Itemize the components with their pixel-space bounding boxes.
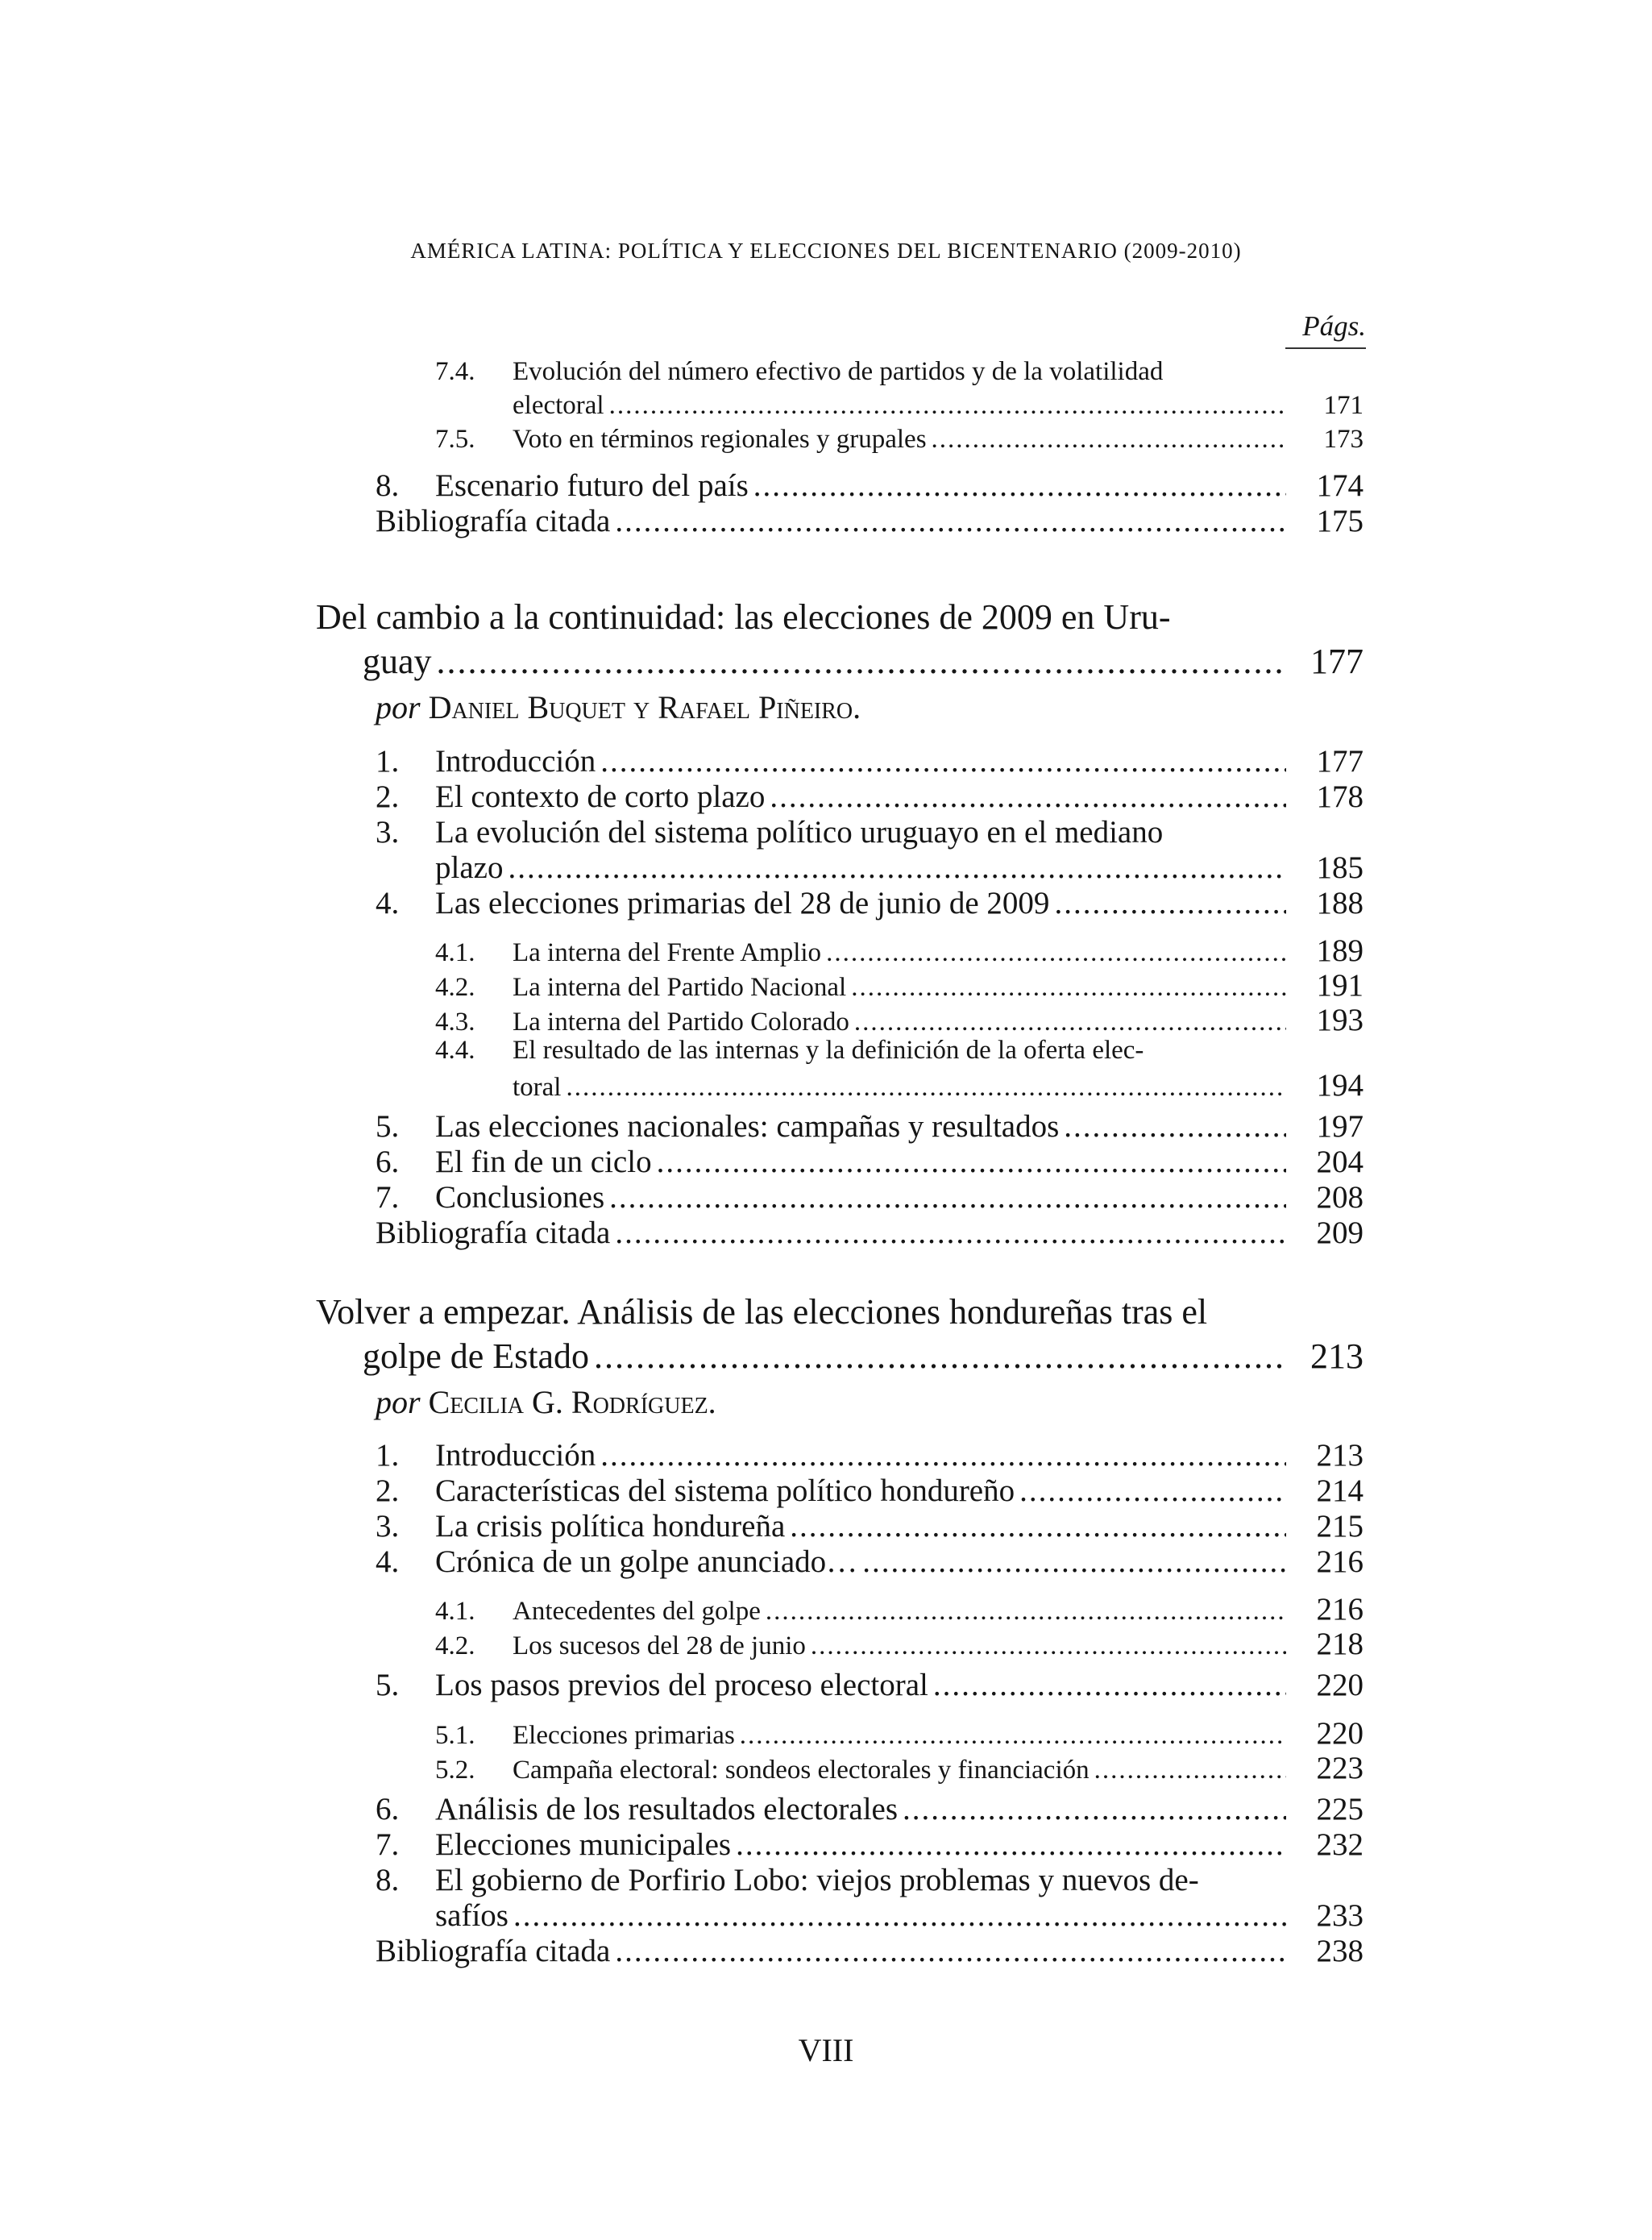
toc-entry-number: 7.4. <box>435 357 475 386</box>
toc-entry-text: Las elecciones nacionales: campañas y resultados <box>435 1109 1060 1144</box>
leader-dots <box>790 1508 1286 1544</box>
toc-entry-bibliografia[interactable] <box>376 1933 1364 1969</box>
toc-entry[interactable] <box>376 1437 1364 1473</box>
author-names: Cecilia G. Rodríguez. <box>428 1384 716 1420</box>
page-number: VIII <box>798 2032 854 2068</box>
toc-entry[interactable] <box>376 1179 1364 1216</box>
toc-subentry[interactable] <box>435 1002 1364 1038</box>
toc-entry-page: 214 <box>1316 1473 1364 1508</box>
toc-entry-text: Escenario futuro del país <box>435 468 749 503</box>
leader-dots <box>770 779 1286 815</box>
leader-dots <box>854 1008 1286 1037</box>
toc-entry[interactable] <box>376 814 1163 850</box>
leader-dots <box>600 743 1286 779</box>
pags-label: Págs. <box>1285 310 1366 349</box>
toc-subentry[interactable] <box>435 1715 1364 1752</box>
toc-entry-page: 208 <box>1316 1180 1364 1215</box>
toc-entry-cont[interactable] <box>435 850 1364 886</box>
toc-entry-text: El gobierno de Porfirio Lobo: viejos problemas y nuevos de- <box>435 1863 1199 1897</box>
toc-entry-number: 4.1. <box>435 1597 475 1626</box>
toc-entry-page: 216 <box>1316 1592 1364 1627</box>
toc-entry-page: 213 <box>1316 1438 1364 1473</box>
leader-dots <box>657 1144 1286 1180</box>
toc-entry-page: 225 <box>1316 1792 1364 1826</box>
toc-entry-text: La evolución del sistema político uruguayo en el mediano <box>435 815 1164 850</box>
toc-entry-page: 197 <box>1316 1109 1364 1144</box>
toc-entry-number: 3. <box>376 815 400 850</box>
toc-entry-text: Bibliografía citada <box>376 1216 611 1250</box>
toc-entry-text: toral <box>513 1073 562 1102</box>
leader-dots <box>1054 885 1286 921</box>
toc-entry-number: 4.1. <box>435 938 475 967</box>
toc-entry-text: Bibliografía citada <box>376 1934 611 1968</box>
leader-dots <box>933 1667 1286 1703</box>
toc-entry-bibliografia[interactable] <box>376 503 1364 539</box>
toc-entry-number: 7.5. <box>435 425 475 454</box>
toc-entry-page: 209 <box>1316 1216 1364 1250</box>
toc-entry-page: 193 <box>1316 1003 1364 1037</box>
toc-entry-text: Antecedentes del golpe <box>513 1597 761 1626</box>
toc-entry-text: electoral <box>513 391 604 420</box>
leader-dots <box>437 641 1286 682</box>
leader-dots <box>615 503 1286 539</box>
toc-entry-page: 223 <box>1316 1751 1364 1785</box>
author-por: por <box>376 1384 421 1420</box>
leader-dots <box>1064 1108 1286 1145</box>
toc-entry-number: 6. <box>376 1792 400 1826</box>
leader-dots <box>811 1631 1286 1661</box>
toc-entry[interactable] <box>376 743 1364 779</box>
toc-entry-number: 5. <box>376 1109 400 1144</box>
toc-entry-text: Voto en términos regionales y grupales <box>513 425 927 454</box>
chapter-title[interactable]: Volver a empezar. Análisis de las elecciones hondureñas tras el <box>316 1292 1208 1332</box>
leader-dots <box>903 1791 1286 1827</box>
toc-entry-number: 4.2. <box>435 973 475 1002</box>
toc-entry[interactable] <box>376 779 1364 815</box>
chapter-title-text: golpe de Estado <box>363 1336 590 1376</box>
leader-dots <box>932 425 1286 455</box>
toc-entry-page: 174 <box>1316 468 1364 503</box>
toc-entry-page: 188 <box>1316 886 1364 921</box>
leader-dots <box>1019 1473 1286 1509</box>
toc-entry-page: 220 <box>1316 1716 1364 1751</box>
toc-entry[interactable] <box>376 1473 1364 1509</box>
leader-dots <box>609 391 1286 421</box>
toc-entry-text: La interna del Frente Amplio <box>513 938 822 967</box>
toc-entry-page: 173 <box>1323 425 1364 454</box>
toc-entry-cont[interactable] <box>435 1897 1364 1934</box>
chapter-page: 177 <box>1310 642 1364 681</box>
toc-entry-text: Los pasos previos del proceso electoral <box>435 1668 928 1702</box>
toc-entry-text: La crisis política hondureña <box>435 1509 786 1544</box>
toc-entry-text: Los sucesos del 28 de junio <box>513 1631 806 1660</box>
chapter-title-cont[interactable] <box>363 1336 1364 1377</box>
toc-subentry[interactable] <box>435 1591 1364 1627</box>
toc-entry-number: 4. <box>376 886 400 921</box>
toc-entry-number: 1. <box>376 744 400 779</box>
toc-entry-number: 2. <box>376 1473 400 1508</box>
toc-entry-text: safíos <box>435 1898 508 1933</box>
toc-entry-page: 215 <box>1316 1509 1364 1544</box>
toc-entry-page: 232 <box>1316 1827 1364 1862</box>
toc-entry[interactable] <box>376 1544 1364 1580</box>
toc-entry-number: 1. <box>376 1438 400 1473</box>
toc-entry-text: Características del sistema político hondureño <box>435 1473 1015 1508</box>
leader-dots <box>1094 1756 1286 1785</box>
chapter-title-cont[interactable] <box>363 641 1364 682</box>
toc-entry[interactable] <box>376 1508 1364 1544</box>
toc-entry-page: 216 <box>1316 1544 1364 1579</box>
chapter-author <box>376 1383 716 1421</box>
leader-dots <box>766 1597 1286 1627</box>
leader-dots <box>862 1544 1286 1580</box>
leader-dots <box>736 1826 1286 1863</box>
leader-dots <box>600 1437 1286 1473</box>
author-por: por <box>376 689 421 725</box>
toc-entry-number: 5.2. <box>435 1756 475 1785</box>
toc-entry-text: Introducción <box>435 744 596 779</box>
toc-entry[interactable] <box>376 1791 1364 1827</box>
toc-entry[interactable] <box>376 885 1364 921</box>
toc-subentry[interactable] <box>435 967 1364 1004</box>
toc-entry-page: 220 <box>1316 1668 1364 1702</box>
leader-dots <box>508 850 1286 886</box>
leader-dots <box>753 468 1286 504</box>
toc-entry[interactable] <box>376 1826 1364 1863</box>
leader-dots <box>513 1897 1286 1934</box>
toc-entry-page: 189 <box>1316 933 1364 968</box>
toc-entry[interactable] <box>376 1667 1364 1703</box>
leader-dots <box>609 1179 1286 1216</box>
toc-entry-text: El contexto de corto plazo <box>435 779 766 814</box>
leader-dots <box>594 1336 1286 1377</box>
toc-entry-number: 7. <box>376 1180 400 1215</box>
toc-entry-text: Análisis de los resultados electorales <box>435 1792 899 1826</box>
toc-entry-page: 204 <box>1316 1145 1364 1179</box>
leader-dots <box>826 938 1286 968</box>
leader-dots <box>566 1073 1286 1103</box>
toc-subentry[interactable] <box>435 1750 1364 1786</box>
toc-entry-number: 2. <box>376 779 400 814</box>
toc-entry-7-5[interactable] <box>435 425 1364 455</box>
toc-entry-number: 5. <box>376 1668 400 1702</box>
toc-entry-text: El resultado de las internas y la definición de la oferta elec- <box>513 1036 1144 1065</box>
toc-entry-number: 4. <box>376 1544 400 1579</box>
toc-entry-number: 5.1. <box>435 1721 475 1750</box>
toc-entry-page: 171 <box>1323 391 1364 420</box>
toc-entry-number: 4.3. <box>435 1008 475 1037</box>
chapter-title-text: guay <box>363 642 432 681</box>
toc-entry-text: La interna del Partido Colorado <box>513 1008 849 1037</box>
leader-dots <box>740 1721 1286 1751</box>
toc-entry-7-4-cont[interactable] <box>513 391 1364 421</box>
toc-entry-number: 6. <box>376 1145 400 1179</box>
toc-entry[interactable] <box>376 1862 1199 1898</box>
toc-entry-number: 3. <box>376 1509 400 1544</box>
chapter-title[interactable]: Del cambio a la continuidad: las elecciones de 2009 en Uru- <box>316 597 1171 637</box>
toc-entry-number: 8. <box>376 1863 400 1897</box>
running-head: AMÉRICA LATINA: POLÍTICA Y ELECCIONES DEL BICENTENARIO (2009-2010) <box>410 239 1242 263</box>
toc-entry-text: Las elecciones primarias del 28 de junio de 2009 <box>435 886 1050 921</box>
toc-entry-text: Campaña electoral: sondeos electorales y financiación <box>513 1756 1090 1785</box>
toc-entry-number: 8. <box>376 468 400 503</box>
toc-subentry-cont[interactable] <box>513 1067 1364 1103</box>
toc-entry-page: 233 <box>1316 1898 1364 1933</box>
toc-entry-text: Evolución del número efectivo de partidos y de la volatilidad <box>513 357 1164 386</box>
toc-entry-page: 178 <box>1316 779 1364 814</box>
toc-entry-number: 4.4. <box>435 1036 475 1065</box>
toc-entry-text: Introducción <box>435 1438 596 1473</box>
chapter-page: 213 <box>1310 1336 1364 1376</box>
toc-entry-text: Conclusiones <box>435 1180 605 1215</box>
leader-dots <box>615 1933 1286 1969</box>
toc-entry-text: Crónica de un golpe anunciado… <box>435 1544 858 1579</box>
toc-entry-text: El fin de un ciclo <box>435 1145 652 1179</box>
toc-entry-text: plazo <box>435 850 504 885</box>
toc-entry-number: 7. <box>376 1827 400 1862</box>
toc-entry-number: 4.2. <box>435 1631 475 1660</box>
toc-entry-page: 194 <box>1316 1068 1364 1103</box>
toc-entry-page: 238 <box>1316 1934 1364 1968</box>
chapter-author <box>376 688 861 726</box>
toc-subentry[interactable] <box>435 1036 1144 1066</box>
toc-entry-page: 185 <box>1316 850 1364 885</box>
author-names: Daniel Buquet y Rafael Piñeiro. <box>428 689 861 725</box>
toc-entry-text: Elecciones primarias <box>513 1721 735 1750</box>
toc-entry-text: Bibliografía citada <box>376 504 611 538</box>
leader-dots <box>851 973 1286 1003</box>
toc-entry-page: 218 <box>1316 1627 1364 1661</box>
toc-entry-text: Elecciones municipales <box>435 1827 732 1862</box>
toc-entry-bibliografia[interactable] <box>376 1215 1364 1251</box>
toc-entry-text: La interna del Partido Nacional <box>513 973 847 1002</box>
toc-entry[interactable] <box>376 1144 1364 1180</box>
toc-entry-7-4[interactable] <box>435 357 1163 387</box>
toc-entry[interactable] <box>376 1108 1364 1145</box>
toc-subentry[interactable] <box>435 933 1364 969</box>
toc-subentry[interactable] <box>435 1626 1364 1662</box>
toc-entry-page: 175 <box>1316 504 1364 538</box>
toc-entry-page: 191 <box>1316 968 1364 1003</box>
toc-entry-8[interactable] <box>376 468 1364 504</box>
toc-entry-page: 177 <box>1316 744 1364 779</box>
leader-dots <box>615 1215 1286 1251</box>
